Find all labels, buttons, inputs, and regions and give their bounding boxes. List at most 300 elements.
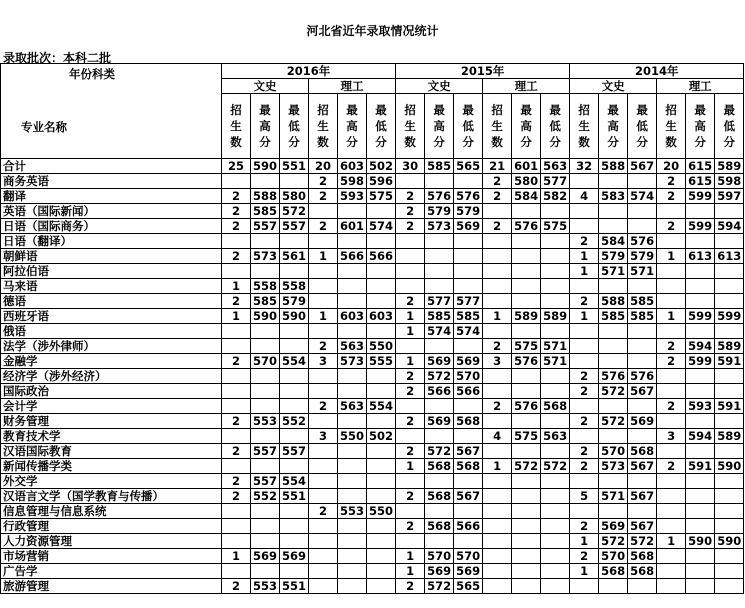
score-cell xyxy=(425,504,454,519)
score-cell: 2 xyxy=(396,189,425,204)
score-cell: 554 xyxy=(280,354,309,369)
score-cell: 1 xyxy=(309,309,338,324)
score-cell xyxy=(454,264,483,279)
score-cell: 20 xyxy=(657,159,686,174)
score-cell xyxy=(599,579,628,594)
major-name: 日语（国际商务） xyxy=(1,219,222,234)
score-cell xyxy=(454,234,483,249)
score-cell xyxy=(628,504,657,519)
score-cell: 574 xyxy=(454,324,483,339)
score-cell xyxy=(628,324,657,339)
table-row xyxy=(1,204,744,219)
score-cell: 571 xyxy=(541,339,570,354)
score-cell: 4 xyxy=(570,189,599,204)
score-cell xyxy=(512,474,541,489)
score-cell xyxy=(425,339,454,354)
score-cell: 1 xyxy=(570,534,599,549)
score-cell: 599 xyxy=(686,309,715,324)
major-name: 外交学 xyxy=(1,474,222,489)
table-row xyxy=(1,264,744,279)
score-cell: 567 xyxy=(628,489,657,504)
score-cell: 576 xyxy=(628,369,657,384)
score-cell xyxy=(396,234,425,249)
score-cell: 567 xyxy=(628,384,657,399)
score-cell: 569 xyxy=(425,564,454,579)
track-header-2016-ligong: 理工 xyxy=(309,79,396,94)
score-cell: 2 xyxy=(222,189,251,204)
score-cell: 573 xyxy=(599,459,628,474)
score-cell xyxy=(454,339,483,354)
score-cell: 571 xyxy=(599,489,628,504)
score-cell xyxy=(541,369,570,384)
score-cell: 569 xyxy=(628,414,657,429)
score-cell: 599 xyxy=(686,189,715,204)
score-cell xyxy=(541,579,570,594)
year-header-2016: 2016年 xyxy=(222,64,396,79)
score-cell: 589 xyxy=(541,309,570,324)
score-cell xyxy=(367,384,396,399)
score-cell xyxy=(570,279,599,294)
score-cell: 601 xyxy=(338,219,367,234)
score-cell xyxy=(338,279,367,294)
score-cell: 575 xyxy=(541,219,570,234)
score-cell: 4 xyxy=(483,429,512,444)
column-header-label: 最低分 xyxy=(636,103,648,149)
column-header-max-score xyxy=(686,94,715,159)
major-name: 英语（国际新闻） xyxy=(1,204,222,219)
score-cell xyxy=(715,489,744,504)
column-header-min-score xyxy=(541,94,570,159)
score-cell xyxy=(309,474,338,489)
score-cell xyxy=(251,519,280,534)
score-cell: 574 xyxy=(425,324,454,339)
column-header-min-score xyxy=(367,94,396,159)
score-cell xyxy=(715,444,744,459)
score-cell xyxy=(483,474,512,489)
score-cell xyxy=(309,459,338,474)
score-cell: 2 xyxy=(657,339,686,354)
table-row xyxy=(1,489,744,504)
score-cell: 613 xyxy=(715,249,744,264)
score-cell xyxy=(338,294,367,309)
score-cell: 570 xyxy=(599,444,628,459)
column-header-min-score xyxy=(715,94,744,159)
score-cell xyxy=(309,579,338,594)
column-header-label: 最高分 xyxy=(694,103,706,149)
score-cell: 585 xyxy=(251,294,280,309)
score-cell xyxy=(454,399,483,414)
score-cell: 590 xyxy=(280,309,309,324)
score-cell xyxy=(541,534,570,549)
score-cell: 568 xyxy=(425,459,454,474)
table-corner-header xyxy=(1,64,222,159)
score-cell: 572 xyxy=(599,414,628,429)
track-header-2016-wenshi: 文史 xyxy=(222,79,309,94)
score-cell: 570 xyxy=(454,369,483,384)
score-cell: 585 xyxy=(425,309,454,324)
score-cell xyxy=(251,399,280,414)
score-cell: 2 xyxy=(570,444,599,459)
score-cell: 576 xyxy=(425,189,454,204)
score-cell xyxy=(628,399,657,414)
score-cell xyxy=(541,414,570,429)
score-cell xyxy=(367,459,396,474)
table-row xyxy=(1,159,744,174)
score-cell xyxy=(396,504,425,519)
score-cell xyxy=(628,279,657,294)
score-cell xyxy=(599,324,628,339)
score-cell: 563 xyxy=(541,429,570,444)
score-cell: 582 xyxy=(541,189,570,204)
score-cell: 568 xyxy=(628,549,657,564)
track-header-2015-wenshi: 文史 xyxy=(396,79,483,94)
score-cell: 576 xyxy=(628,234,657,249)
score-cell xyxy=(367,204,396,219)
score-cell: 583 xyxy=(599,189,628,204)
score-cell xyxy=(715,294,744,309)
score-cell: 598 xyxy=(715,174,744,189)
score-cell xyxy=(657,234,686,249)
score-cell: 553 xyxy=(251,414,280,429)
score-cell xyxy=(570,174,599,189)
score-cell: 551 xyxy=(280,579,309,594)
score-cell xyxy=(599,204,628,219)
score-cell: 1 xyxy=(396,309,425,324)
column-header-enrollment xyxy=(483,94,512,159)
score-cell: 557 xyxy=(280,219,309,234)
score-cell xyxy=(367,264,396,279)
score-cell: 2 xyxy=(570,549,599,564)
score-cell xyxy=(367,474,396,489)
score-cell: 2 xyxy=(309,399,338,414)
score-cell: 2 xyxy=(396,204,425,219)
column-header-max-score xyxy=(425,94,454,159)
score-cell xyxy=(483,504,512,519)
score-cell xyxy=(309,414,338,429)
score-cell xyxy=(280,564,309,579)
score-cell xyxy=(715,474,744,489)
column-header-label: 招生数 xyxy=(404,103,416,149)
column-header-max-score xyxy=(599,94,628,159)
score-cell xyxy=(280,384,309,399)
score-cell: 577 xyxy=(425,294,454,309)
score-cell xyxy=(570,324,599,339)
score-cell xyxy=(715,504,744,519)
table-row xyxy=(1,249,744,264)
track-header-2014-ligong: 理工 xyxy=(657,79,744,94)
table-row xyxy=(1,309,744,324)
score-cell: 2 xyxy=(396,414,425,429)
major-name: 汉语国际教育 xyxy=(1,444,222,459)
score-cell xyxy=(251,429,280,444)
score-cell xyxy=(425,534,454,549)
score-cell xyxy=(715,519,744,534)
score-cell: 557 xyxy=(251,474,280,489)
score-cell: 567 xyxy=(628,159,657,174)
column-header-max-score xyxy=(338,94,367,159)
score-cell xyxy=(222,534,251,549)
score-cell: 2 xyxy=(657,219,686,234)
score-cell: 585 xyxy=(454,309,483,324)
score-cell: 590 xyxy=(715,534,744,549)
score-cell xyxy=(454,249,483,264)
score-cell: 568 xyxy=(425,489,454,504)
score-cell xyxy=(338,369,367,384)
score-cell xyxy=(309,294,338,309)
score-cell: 594 xyxy=(686,429,715,444)
score-cell xyxy=(425,279,454,294)
score-cell: 572 xyxy=(599,384,628,399)
batch-label: 录取批次：本科二批 xyxy=(3,51,112,65)
score-cell xyxy=(570,204,599,219)
score-cell: 579 xyxy=(628,249,657,264)
score-cell xyxy=(309,564,338,579)
score-cell: 585 xyxy=(425,159,454,174)
score-cell xyxy=(367,234,396,249)
score-cell xyxy=(686,414,715,429)
score-cell xyxy=(512,414,541,429)
score-cell xyxy=(715,369,744,384)
score-cell: 585 xyxy=(599,309,628,324)
score-cell xyxy=(541,549,570,564)
major-name: 教育技术学 xyxy=(1,429,222,444)
score-cell: 591 xyxy=(715,354,744,369)
score-cell: 567 xyxy=(628,459,657,474)
column-header-enrollment xyxy=(657,94,686,159)
score-cell xyxy=(570,354,599,369)
score-cell: 558 xyxy=(251,279,280,294)
score-cell: 568 xyxy=(541,399,570,414)
score-cell: 2 xyxy=(396,294,425,309)
score-cell xyxy=(541,489,570,504)
table-row xyxy=(1,174,744,189)
score-cell: 555 xyxy=(367,354,396,369)
score-cell xyxy=(628,474,657,489)
score-cell xyxy=(715,264,744,279)
table-row xyxy=(1,234,744,249)
score-cell: 568 xyxy=(425,519,454,534)
score-cell: 2 xyxy=(222,219,251,234)
score-cell xyxy=(280,324,309,339)
score-cell: 2 xyxy=(222,354,251,369)
score-cell xyxy=(541,504,570,519)
score-cell: 591 xyxy=(686,459,715,474)
score-cell: 588 xyxy=(251,189,280,204)
score-cell xyxy=(657,579,686,594)
score-cell: 550 xyxy=(338,429,367,444)
score-cell xyxy=(454,504,483,519)
score-cell: 550 xyxy=(367,339,396,354)
table-row xyxy=(1,549,744,564)
score-cell: 1 xyxy=(570,564,599,579)
column-header-min-score xyxy=(628,94,657,159)
score-cell xyxy=(570,219,599,234)
score-cell xyxy=(628,579,657,594)
score-cell xyxy=(222,519,251,534)
score-cell: 502 xyxy=(367,159,396,174)
score-cell xyxy=(309,534,338,549)
major-name: 信息管理与信息系统 xyxy=(1,504,222,519)
table-row xyxy=(1,324,744,339)
score-cell xyxy=(425,174,454,189)
score-cell: 569 xyxy=(599,519,628,534)
score-cell: 1 xyxy=(483,309,512,324)
table-row xyxy=(1,564,744,579)
score-cell xyxy=(483,489,512,504)
score-cell: 569 xyxy=(425,354,454,369)
score-cell xyxy=(512,579,541,594)
major-name: 商务英语 xyxy=(1,174,222,189)
score-cell xyxy=(367,444,396,459)
score-cell: 566 xyxy=(454,519,483,534)
score-cell: 575 xyxy=(367,189,396,204)
score-cell: 590 xyxy=(715,459,744,474)
score-cell: 2 xyxy=(570,294,599,309)
score-cell xyxy=(483,549,512,564)
column-header-label: 最低分 xyxy=(723,103,735,149)
table-row xyxy=(1,294,744,309)
score-cell xyxy=(222,174,251,189)
score-cell xyxy=(512,279,541,294)
score-cell xyxy=(541,324,570,339)
score-cell xyxy=(367,369,396,384)
score-cell: 565 xyxy=(454,159,483,174)
score-cell: 566 xyxy=(425,384,454,399)
score-cell xyxy=(715,579,744,594)
score-cell xyxy=(686,294,715,309)
table-row xyxy=(1,384,744,399)
score-cell: 584 xyxy=(512,189,541,204)
score-cell xyxy=(541,249,570,264)
score-cell xyxy=(541,279,570,294)
score-cell xyxy=(512,384,541,399)
table-row xyxy=(1,339,744,354)
score-cell xyxy=(396,249,425,264)
score-cell: 1 xyxy=(657,309,686,324)
major-name: 德语 xyxy=(1,294,222,309)
score-cell xyxy=(570,429,599,444)
score-cell xyxy=(483,294,512,309)
score-cell xyxy=(338,549,367,564)
score-cell xyxy=(628,219,657,234)
score-cell: 1 xyxy=(396,354,425,369)
score-cell xyxy=(222,459,251,474)
score-cell: 551 xyxy=(280,159,309,174)
table-row xyxy=(1,219,744,234)
score-cell: 558 xyxy=(280,279,309,294)
major-name: 俄语 xyxy=(1,324,222,339)
score-cell xyxy=(222,369,251,384)
score-cell: 5 xyxy=(570,489,599,504)
score-cell xyxy=(599,279,628,294)
score-cell: 572 xyxy=(628,534,657,549)
score-cell xyxy=(483,444,512,459)
score-cell xyxy=(686,324,715,339)
score-cell xyxy=(338,474,367,489)
major-name: 合计 xyxy=(1,159,222,174)
score-cell: 584 xyxy=(599,234,628,249)
score-cell: 567 xyxy=(454,444,483,459)
score-cell: 2 xyxy=(570,459,599,474)
score-cell xyxy=(251,534,280,549)
score-cell xyxy=(541,294,570,309)
score-cell: 2 xyxy=(309,189,338,204)
score-cell: 552 xyxy=(280,414,309,429)
score-cell: 573 xyxy=(338,354,367,369)
score-cell xyxy=(657,474,686,489)
score-cell xyxy=(425,264,454,279)
column-header-min-score xyxy=(454,94,483,159)
score-cell xyxy=(483,414,512,429)
score-cell xyxy=(657,489,686,504)
score-cell xyxy=(686,444,715,459)
score-cell xyxy=(541,264,570,279)
column-header-label: 最高分 xyxy=(607,103,619,149)
score-cell: 2 xyxy=(222,444,251,459)
score-cell: 2 xyxy=(483,399,512,414)
table-row xyxy=(1,519,744,534)
score-cell xyxy=(396,279,425,294)
score-cell: 599 xyxy=(715,309,744,324)
score-cell xyxy=(541,234,570,249)
score-cell: 571 xyxy=(541,354,570,369)
score-cell xyxy=(657,294,686,309)
score-cell: 615 xyxy=(686,159,715,174)
score-cell: 1 xyxy=(570,264,599,279)
score-cell xyxy=(251,504,280,519)
score-cell xyxy=(715,414,744,429)
table-row xyxy=(1,429,744,444)
score-cell: 2 xyxy=(483,174,512,189)
score-cell xyxy=(715,564,744,579)
score-cell: 1 xyxy=(570,249,599,264)
score-cell xyxy=(280,264,309,279)
score-cell xyxy=(396,264,425,279)
score-cell xyxy=(367,519,396,534)
score-cell xyxy=(309,279,338,294)
score-cell xyxy=(309,264,338,279)
score-cell: 599 xyxy=(686,354,715,369)
score-cell: 2 xyxy=(222,489,251,504)
score-cell: 577 xyxy=(454,294,483,309)
score-cell: 2 xyxy=(396,384,425,399)
score-cell xyxy=(251,264,280,279)
score-cell: 615 xyxy=(686,174,715,189)
score-cell: 589 xyxy=(715,339,744,354)
score-cell xyxy=(715,384,744,399)
score-cell xyxy=(657,504,686,519)
score-cell xyxy=(570,339,599,354)
score-cell: 599 xyxy=(686,219,715,234)
score-cell: 569 xyxy=(251,549,280,564)
score-cell xyxy=(338,459,367,474)
score-cell: 594 xyxy=(686,339,715,354)
score-cell xyxy=(367,534,396,549)
score-cell: 590 xyxy=(251,159,280,174)
score-cell: 2 xyxy=(657,399,686,414)
score-cell: 561 xyxy=(280,249,309,264)
score-cell xyxy=(483,279,512,294)
score-cell xyxy=(483,519,512,534)
score-cell xyxy=(686,549,715,564)
score-cell: 572 xyxy=(541,459,570,474)
score-cell: 1 xyxy=(396,459,425,474)
score-cell xyxy=(686,519,715,534)
score-cell xyxy=(251,564,280,579)
score-cell: 588 xyxy=(599,294,628,309)
score-cell xyxy=(222,324,251,339)
score-cell: 2 xyxy=(396,519,425,534)
